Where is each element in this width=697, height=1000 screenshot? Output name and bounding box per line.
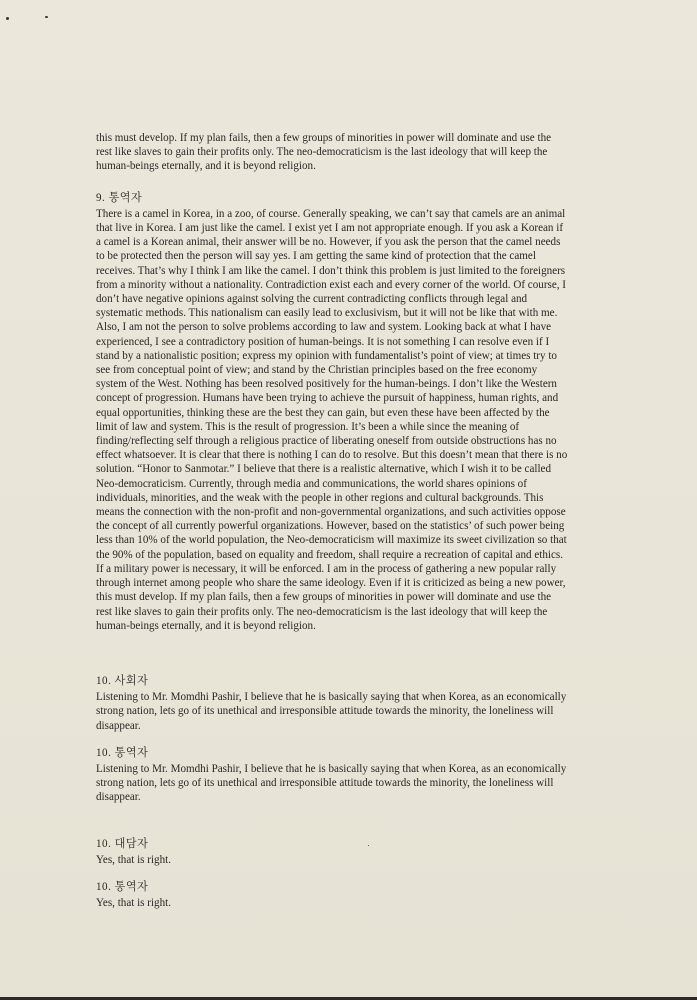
spacer <box>96 633 601 674</box>
scan-speck <box>6 17 9 20</box>
document-body <box>96 131 601 910</box>
spacer <box>96 867 601 880</box>
section-paragraph: Yes, that is right. <box>96 853 171 866</box>
speaker-label: 10. 대담자 <box>96 837 149 850</box>
spacer <box>96 733 601 746</box>
intro-paragraph: this must develop. If my plan fails, then a few groups of minorities in power will dominate and use the rest like slaves to gain their profits only. The neo-democraticism is the last ideology that will keep the human-beings eternally, and it is beyond religion. <box>96 132 552 173</box>
section-9 <box>96 191 601 633</box>
spacer <box>96 805 601 837</box>
spacer <box>96 174 601 191</box>
speaker-label: 9. 통역자 <box>96 191 143 204</box>
section-paragraph: Listening to Mr. Momdhi Pashir, I believe that he is basically saying that when Korea, as an economically strong nation, lets go of its unethical and irresponsible attitude towards the minority, the loneliness will disappear. <box>96 691 567 732</box>
speaker-label: 10. 통역자 <box>96 880 149 893</box>
speaker-label: 10. 사회자 <box>96 674 149 687</box>
section-paragraph: There is a camel in Korea, in a zoo, of course. Generally speaking, we can’t say that camels are an animal that live in Korea. I am just like the camel. I exist yet I am not appropriate enough. If you ask a Korean if a camel is a Korean animal, their answer will be no. However, if you ask the person that the camel needs to be protected then the person will say yes. I am getting the same kind of protection that the camel receives. That’s why I think I am like the camel. I don’t think this problem is just limited to the foreigners from a minority without a nationality. Contradiction exist each and every corner of the world. Of course, I don’t have negative opinions against solving the current contradicting conflicts through legal and systematic methods. This nationalism can easily lead to exclusivism, but it will not be like that with me. Also, I am not the person to solve problems according to law and system. Looking back at what I have experienced, I see a contradictory position of human-beings. It is not something I can resolve even if I stand by a nationalistic position; express my opinion with fundamentalist’s point of view; at times try to see from conceptual point of view; and stand by the Christian principles based on the free economy system of the West. Nothing has been resolved positively for the human-beings. I don’t like the Western concept of progression. Humans have been trying to achieve the pursuit of happiness, human rights, and equal opportunities, thinking these are the best they can gain, but even these have been affected by the limit of law and system. This is the result of progression. It’s been a while since the meaning of finding/reflecting self through a religious practice of liberating oneself from outside obstructions has no effect whatsoever. It is clear that there is nothing I can do to resolve. But this doesn’t mean that there is no solution. “Honor to Sanmotar.” I believe that there is a realistic alternative, which I wish it to be called Neo-democraticism. Currently, through media and communications, the world shares opinions of individuals, minorities, and the weak with the people in other regions and cultural backgrounds. This means the connection with the non-profit and non-governmental organizations, and such activities oppose the concept of all currently powerful organizations. However, based on the statistics’ of such power being less than 10% of the world population, the Neo-democraticism will maximize its sweet civilization so that the 90% of the population, based on equality and freedom, shall require a recreation of capital and ethics. If a military power is necessary, it will be enforced. I am in the process of gathering a new popular rally through internet among people who share the same ideology. Even if it is criticized as being a new power, this must develop. If my plan fails, then a few groups of minorities in power will dominate and use the rest like slaves to gain their profits only. The neo-democraticism is the last ideology that will keep the human-beings eternally, and it is beyond religion. <box>96 207 568 632</box>
section-paragraph: Yes, that is right. <box>96 897 171 910</box>
section-paragraph: Listening to Mr. Momdhi Pashir, I believe that he is basically saying that when Korea, as an economically strong nation, lets go of its unethical and irresponsible attitude towards the minority, the loneliness will disappear. <box>96 762 567 804</box>
section-10-moderator <box>96 674 601 733</box>
speaker-label: 10. 통역자 <box>96 746 149 759</box>
section-10-interpreter <box>96 746 601 805</box>
section-10-interviewee <box>96 837 601 867</box>
section-10-interpreter-reply <box>96 880 601 910</box>
scan-speck <box>45 16 48 18</box>
